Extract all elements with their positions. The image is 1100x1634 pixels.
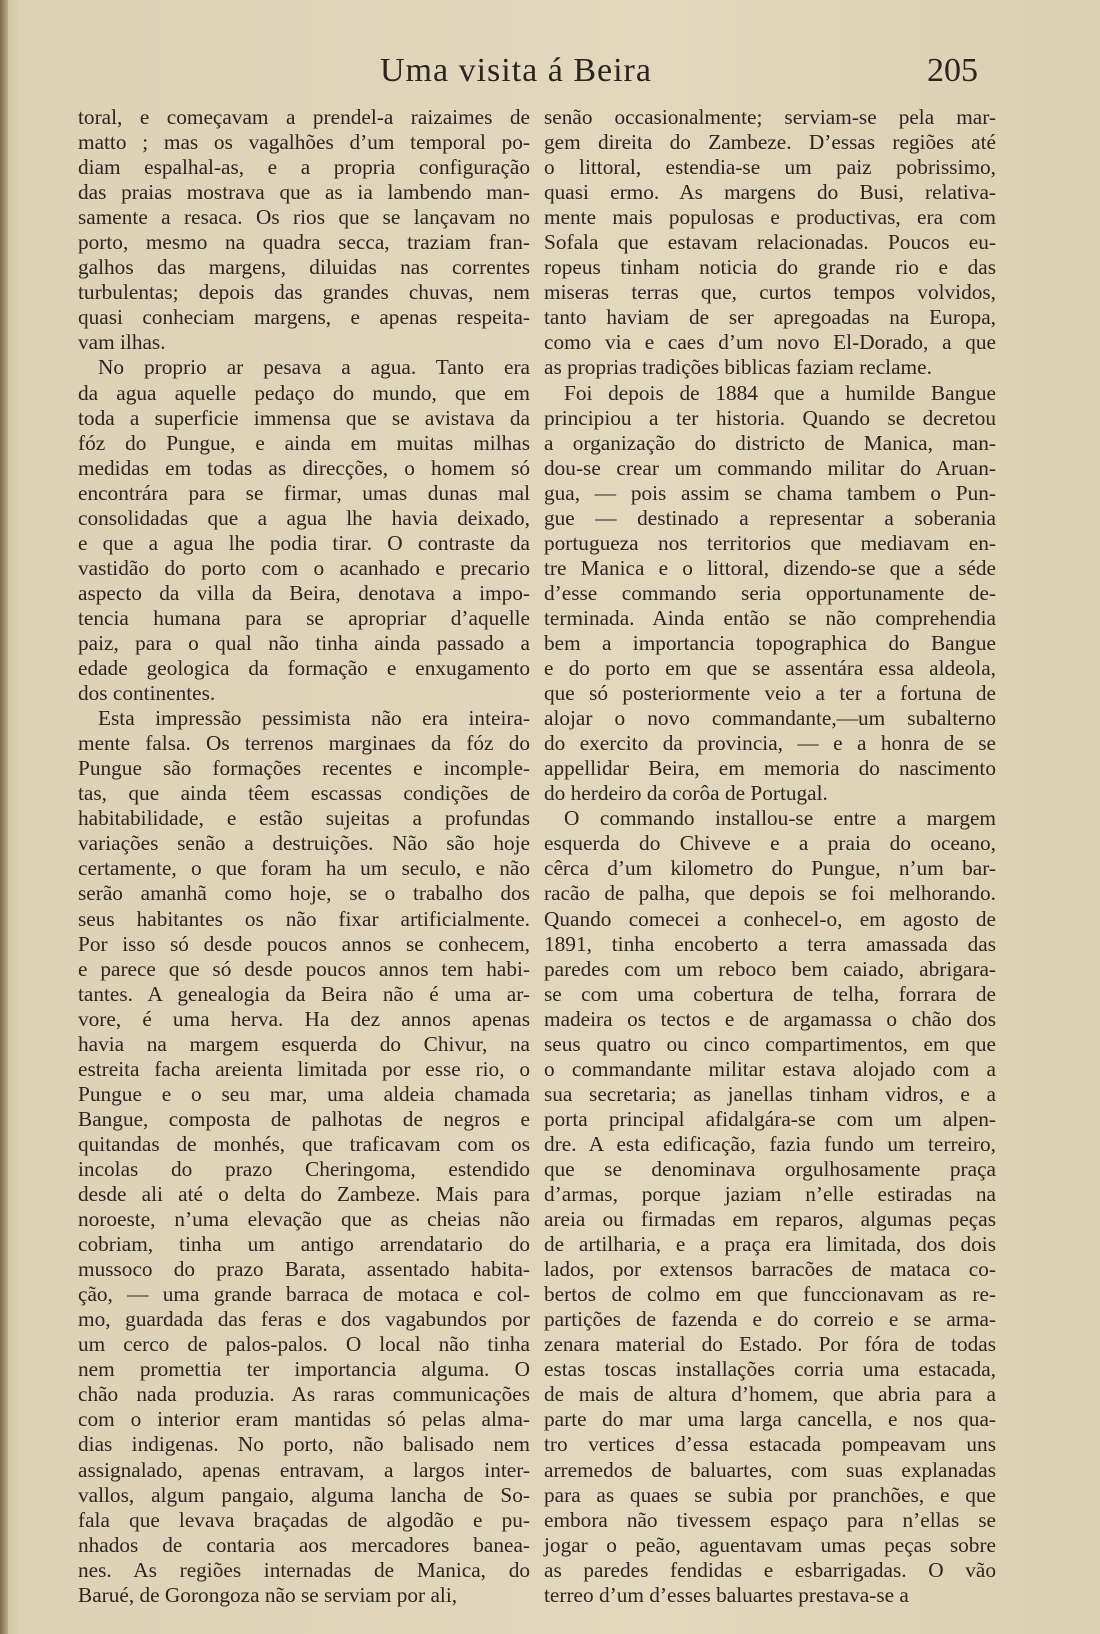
text-line: encontrára para se firmar, umas dunas mal [78, 480, 530, 505]
running-title: Uma visita á Beira [380, 52, 652, 89]
text-line: certamente, o que foram ha um seculo, e não [78, 856, 530, 881]
text-line: com o interior eram mantidas só pelas alma- [78, 1407, 530, 1432]
page-number: 205 [927, 52, 978, 89]
text-line: nem promettia ter importancia alguma. O [78, 1357, 530, 1382]
text-line: ropeus tinham noticia do grande rio e das [544, 255, 996, 280]
text-line: medidas em todas as direcções, o homem só [78, 455, 530, 480]
text-line: d’esse commando seria opportunamente de- [544, 580, 996, 605]
text-line: sua secretaria; as janellas tinham vidros, e a [544, 1081, 996, 1106]
text-line: gua, — pois assim se chama tambem o Pun- [544, 480, 996, 505]
text-line: se com uma cobertura de telha, forrara de [544, 981, 996, 1006]
text-line: esquerda do Chiveve e a praia do oceano, [544, 831, 996, 856]
text-line: O commando installou-se entre a margem [564, 806, 996, 831]
text-line: habitabilidade, e estão sujeitas a profundas [78, 806, 530, 831]
text-line: nes. As regiões internadas de Manica, do [78, 1557, 530, 1582]
text-line: alojar o novo commandante,—um subalterno [544, 706, 996, 731]
text-line: portugueza nos territorios que mediavam en- [544, 530, 996, 555]
text-line: Esta impressão pessimista não era inteira- [98, 706, 530, 731]
text-line: dou-se crear um commando militar do Aruan- [544, 455, 996, 480]
text-line: turbulentas; depois das grandes chuvas, nem [78, 280, 530, 305]
text-line: dias indigenas. No porto, não balisado nem [78, 1432, 530, 1457]
text-line: toda a superficie immensa que se avistava da [78, 405, 530, 430]
text-line: fóz do Pungue, e ainda em muitas milhas [78, 430, 530, 455]
text-line: lados, por extensos barracões de mataca co- [544, 1257, 996, 1282]
text-line: desde ali até o delta do Zambeze. Mais para [78, 1182, 530, 1207]
text-line: paredes com um reboco bem caiado, abrigara- [544, 956, 996, 981]
text-line: cobriam, tinha um antigo arrendatario do [78, 1232, 530, 1257]
text-line: vore, é uma herva. Ha dez annos apenas [78, 1006, 530, 1031]
text-line: chão nada produzia. As raras communicações [78, 1382, 530, 1407]
text-line: do herdeiro da corôa de Portugal. [544, 781, 828, 806]
text-line: Bangue, composta de palhotas de negros e [78, 1106, 530, 1131]
text-line: vastidão do porto com o acanhado e precario [78, 555, 530, 580]
text-line: madeira os tectos e de argamassa o chão dos [544, 1006, 996, 1031]
text-line: senão occasionalmente; serviam-se pela mar- [544, 105, 996, 129]
text-line: Sofala que estavam relacionadas. Poucos eu- [544, 230, 996, 255]
text-line: estas toscas installações corria uma estacada, [544, 1357, 996, 1382]
text-line: diam espalhal-as, e a propria configuração [78, 155, 530, 180]
text-line: e parece que só desde poucos annos tem habi- [78, 956, 530, 981]
text-line: paiz, para o qual não tinha ainda passado a [78, 630, 530, 655]
text-line: de artilharia, e a praça era limitada, dos dois [544, 1232, 996, 1257]
text-line: bertos de colmo em que funccionavam as re- [544, 1282, 996, 1307]
text-line: mente falsa. Os terrenos marginaes da fóz do [78, 731, 530, 756]
text-line: Barué, de Gorongoza não se serviam por ali, [78, 1582, 458, 1607]
text-line: mente mais populosas e productivas, era com [544, 205, 996, 230]
text-line: estreita facha areienta limitada por esse rio, o [78, 1056, 530, 1081]
text-line: seus quatro ou cinco compartimentos, em que [544, 1031, 996, 1056]
text-line: tas, que ainda têem escassas condições de [78, 781, 530, 806]
text-column-right [544, 105, 996, 1608]
text-line: para as quaes se subia por pranchões, e que [544, 1482, 996, 1507]
text-line: quitandas de monhés, que traficavam com os [78, 1131, 530, 1156]
text-line: da agua aquelle pedaço do mundo, que em [78, 380, 530, 405]
text-line: que se denominava orgulhosamente praça [544, 1156, 996, 1181]
text-line: como via e caes d’um novo El-Dorado, a que [544, 330, 996, 355]
text-line: 1891, tinha encoberto a terra amassada das [544, 931, 996, 956]
text-line: Pungue e o seu mar, uma aldeia chamada [78, 1081, 530, 1106]
text-line: jogar o peão, aguentavam umas peças sobre [544, 1532, 996, 1557]
text-line: incolas do prazo Cheringoma, estendido [78, 1156, 530, 1181]
text-line: vallos, algum pangaio, alguma lancha de So- [78, 1482, 530, 1507]
text-line: aspecto da villa da Beira, denotava a impo- [78, 580, 530, 605]
text-line: gem direita do Zambeze. D’essas regiões até [544, 130, 996, 155]
text-line: quasi conheciam margens, e apenas respeita- [78, 305, 530, 330]
text-line: vam ilhas. [78, 330, 166, 355]
text-line: ção, — uma grande barraca de motaca e col- [78, 1282, 530, 1307]
text-line: embora não tivessem espaço para n’ellas se [544, 1507, 996, 1532]
text-line: havia na margem esquerda do Chivur, na [78, 1031, 530, 1056]
text-line: consolidadas que a agua lhe havia deixado, [78, 505, 530, 530]
text-line: cêrca d’um kilometro do Pungue, n’um bar- [544, 856, 996, 881]
text-line: No proprio ar pesava a agua. Tanto era [98, 355, 530, 380]
text-line: mo, guardada das feras e dos vagabundos por [78, 1307, 530, 1332]
text-line: terreo d’um d’esses baluartes prestava-se a [544, 1582, 909, 1607]
text-line: samente a resaca. Os rios que se lançavam no [78, 205, 530, 230]
text-line: seus habitantes os não fixar artificialmente. [78, 906, 530, 931]
text-line: partições de fazenda e do correio e se arma- [544, 1307, 996, 1332]
text-column-left [78, 105, 530, 1608]
text-line: areia ou firmadas em reparos, algumas peças [544, 1207, 996, 1232]
text-line: bem a importancia topographica do Bangue [544, 630, 996, 655]
running-head [78, 52, 978, 102]
page-spine-shadow [0, 0, 8, 1634]
text-line: principiou a ter historia. Quando se decretou [544, 405, 996, 430]
text-line: appellidar Beira, em memoria do nascimento [544, 756, 996, 781]
text-line: o commandante militar estava alojado com a [544, 1056, 996, 1081]
text-line: serão amanhã como hoje, se o trabalho dos [78, 881, 530, 906]
text-line: tre Manica e o littoral, dizendo-se que a séde [544, 555, 996, 580]
text-line: galhos das margens, diluidas nas correntes [78, 255, 530, 280]
text-line: noroeste, n’uma elevação que as cheias não [78, 1207, 530, 1232]
text-line: o littoral, estendia-se um paiz pobrissimo, [544, 155, 996, 180]
text-line: Quando comecei a conhecel-o, em agosto de [544, 906, 996, 931]
text-line: variações senão a destruições. Não são hoje [78, 831, 530, 856]
text-line: miseras terras que, curtos tempos volvidos, [544, 280, 996, 305]
text-line: tanto haviam de ser apregoadas na Europa, [544, 305, 996, 330]
text-line: fala que levava braçadas de algodão e pu- [78, 1507, 530, 1532]
text-line: porto, mesmo na quadra secca, traziam fran- [78, 230, 530, 255]
text-line: nhados de contaria aos mercadores baneа- [78, 1532, 530, 1557]
text-line: as paredes fendidas e esbarrigadas. O vão [544, 1557, 996, 1582]
text-line: e do porto em que se assentára essa aldeola, [544, 656, 996, 681]
text-line: do exercito da provincia, — e a honra de se [544, 731, 996, 756]
text-line: edade geologica da formação e enxugamento [78, 656, 530, 681]
text-line: terminada. Ainda então se não comprehendia [544, 605, 996, 630]
text-line: Foi depois de 1884 que a humilde Bangue [564, 380, 996, 405]
text-line: tantes. A genealogia da Beira não é uma ar- [78, 981, 530, 1006]
text-line: quasi ermo. As margens do Busi, relativa- [544, 180, 996, 205]
text-line: parte do mar uma larga cancella, e nos qua- [544, 1407, 996, 1432]
text-line: zenara material do Estado. Por fóra de todas [544, 1332, 996, 1357]
text-line: dre. A esta edificação, fazia fundo um terreiro, [544, 1131, 996, 1156]
text-line: toral, e começavam a prendel-a raizaimes de [78, 105, 530, 129]
text-line: d’armas, porque jaziam n’elle estiradas na [544, 1182, 996, 1207]
text-line: arremedos de baluartes, com suas explanadas [544, 1457, 996, 1482]
text-line: matto ; mas os vagalhões d’um temporal po- [78, 130, 530, 155]
text-line: Pungue são formações recentes e incomple- [78, 756, 530, 781]
text-line: mussoco do prazo Barata, assentado habita- [78, 1257, 530, 1282]
text-line: a organização do districto de Manica, man- [544, 430, 996, 455]
text-line: racão de palha, que depois se foi melhorando. [544, 881, 996, 906]
text-line: as proprias tradições biblicas faziam reclame. [544, 355, 932, 380]
text-line: tencia humana para se apropriar d’aquelle [78, 605, 530, 630]
text-line: tro vertices d’essa estacada pompeavam uns [544, 1432, 996, 1457]
text-line: que só posteriormente veio a ter a fortuna de [544, 681, 996, 706]
text-line: porta principal afidalgára-se com um alpen- [544, 1106, 996, 1131]
text-line: dos continentes. [78, 681, 216, 706]
text-line: um cerco de palos-palos. O local não tinha [78, 1332, 530, 1357]
text-line: gue — destinado a representar a soberania [544, 505, 996, 530]
text-line: Por isso só desde poucos annos se conhecem, [78, 931, 530, 956]
text-line: das praias mostrava que as ia lambendo man- [78, 180, 530, 205]
text-line: e que a agua lhe podia tirar. O contraste da [78, 530, 530, 555]
text-line: assignalado, apenas entravam, a largos inter- [78, 1457, 530, 1482]
text-line: de mais de altura d’homem, que abria para a [544, 1382, 996, 1407]
